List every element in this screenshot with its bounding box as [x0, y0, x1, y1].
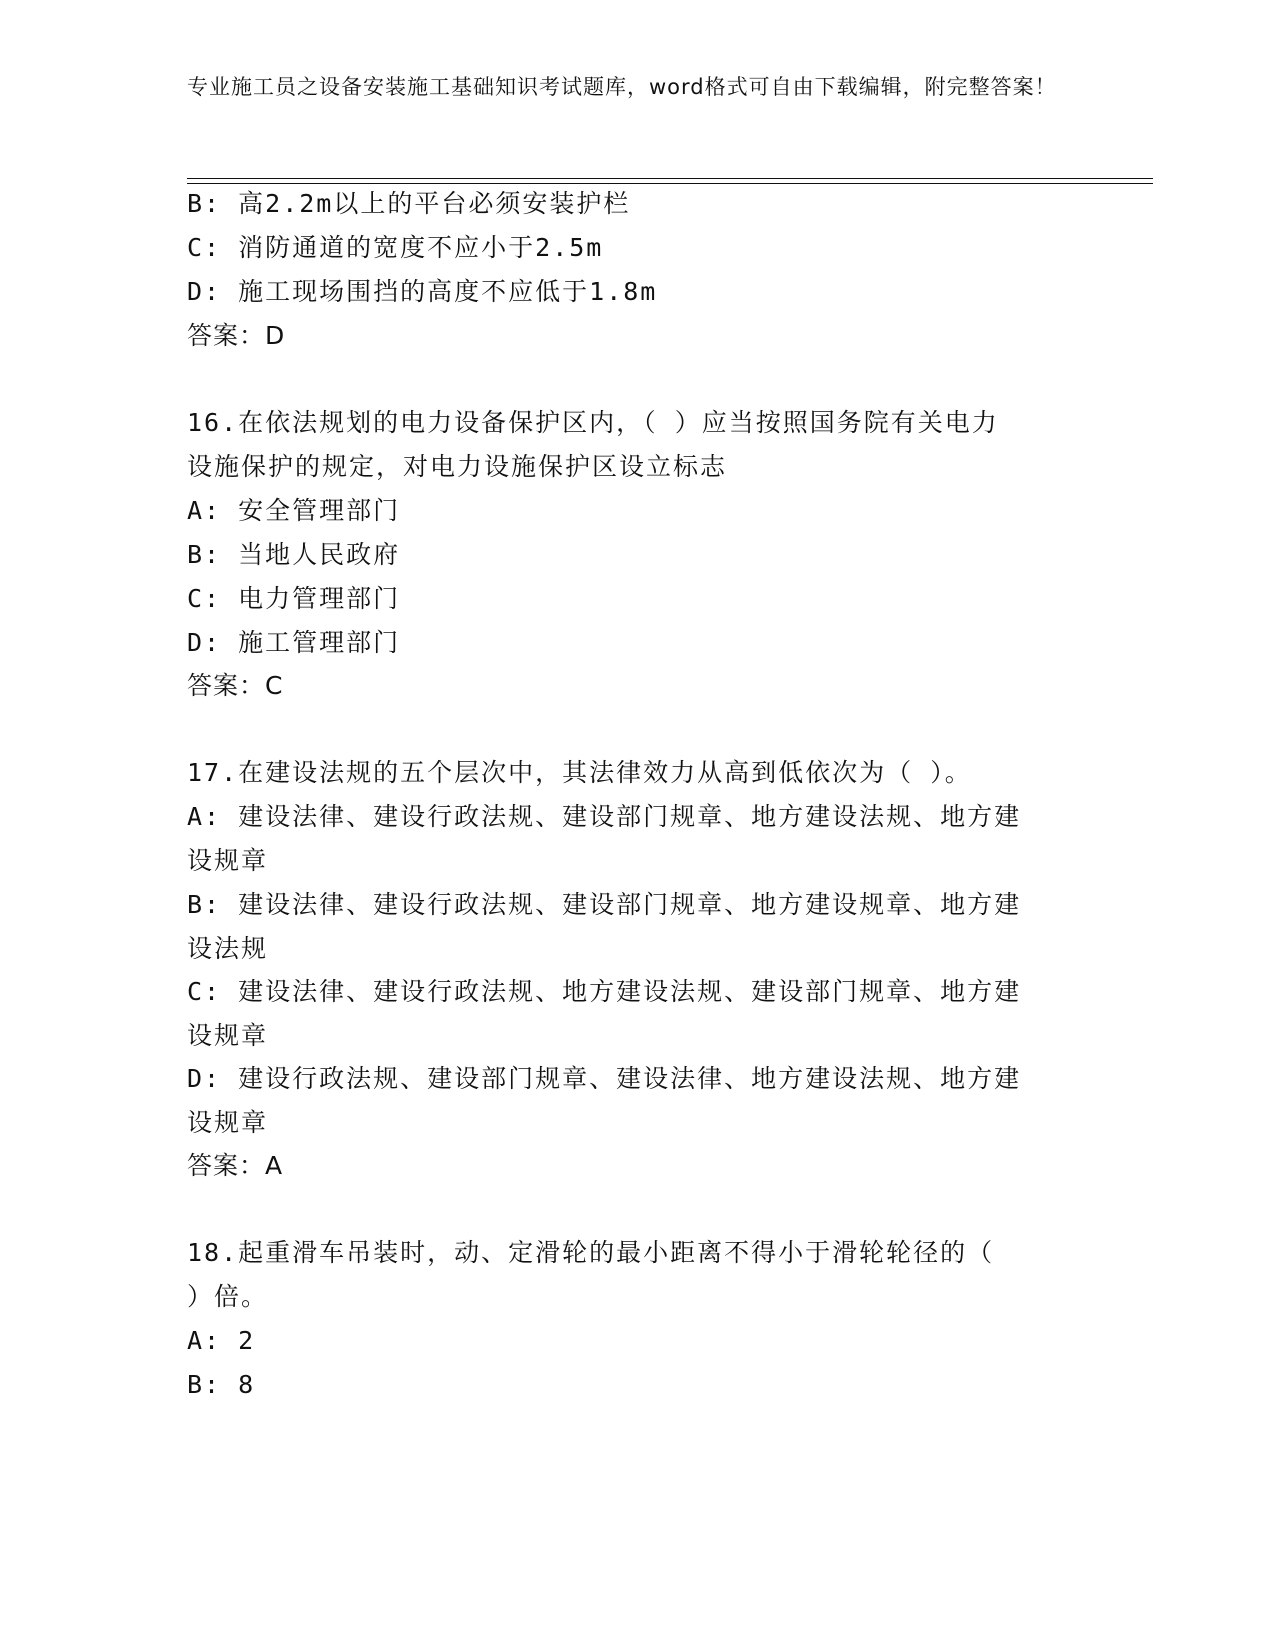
header-rule-bottom — [187, 183, 1153, 184]
q15-option-b: B: 高2.2m以上的平台必须安装护栏 — [187, 189, 631, 218]
header-rule-top — [187, 178, 1153, 179]
header-text: 专业施工员之设备安装施工基础知识考试题库，word格式可自由下载编辑，附完整答案！ — [187, 75, 1057, 99]
q16-stem-line2: 设施保护的规定，对电力设施保护区设立标志 — [187, 452, 728, 481]
q17-answer: 答案：A — [187, 1151, 284, 1180]
q16-stem-line1: 16.在依法规划的电力设备保护区内，（ ）应当按照国务院有关电力 — [187, 408, 999, 437]
q17-option-d-line2: 设规章 — [187, 1108, 269, 1137]
q18-stem-line2: ）倍。 — [187, 1282, 269, 1311]
q17-option-b-line1: B: 建设法律、建设行政法规、建设部门规章、地方建设规章、地方建 — [187, 890, 1022, 919]
q16-option-c: C: 电力管理部门 — [187, 584, 401, 613]
q17-option-b-line2: 设法规 — [187, 934, 269, 963]
q17-stem: 17.在建设法规的五个层次中，其法律效力从高到低依次为（ ）。 — [187, 758, 972, 787]
q16-option-d: D: 施工管理部门 — [187, 628, 401, 657]
document-header — [187, 72, 1067, 102]
q15-option-d: D: 施工现场围挡的高度不应低于1.8m — [187, 277, 658, 306]
q16-option-b: B: 当地人民政府 — [187, 540, 401, 569]
q17-option-d-line1: D: 建设行政法规、建设部门规章、建设法律、地方建设法规、地方建 — [187, 1064, 1022, 1093]
q18-stem-line1: 18.起重滑车吊装时，动、定滑轮的最小距离不得小于滑轮轮径的（ — [187, 1238, 995, 1267]
q16-answer: 答案：C — [187, 671, 284, 700]
q17-option-a-line2: 设规章 — [187, 846, 269, 875]
q15-option-c: C: 消防通道的宽度不应小于2.5m — [187, 233, 604, 262]
q18-option-a: A: 2 — [187, 1326, 256, 1355]
q18-option-b: B: 8 — [187, 1370, 256, 1399]
q15-answer: 答案：D — [187, 321, 286, 350]
q16-option-a: A: 安全管理部门 — [187, 496, 401, 525]
q17-option-a-line1: A: 建设法律、建设行政法规、建设部门规章、地方建设法规、地方建 — [187, 802, 1022, 831]
q17-option-c-line1: C: 建设法律、建设行政法规、地方建设法规、建设部门规章、地方建 — [187, 977, 1022, 1006]
q17-option-c-line2: 设规章 — [187, 1021, 269, 1050]
